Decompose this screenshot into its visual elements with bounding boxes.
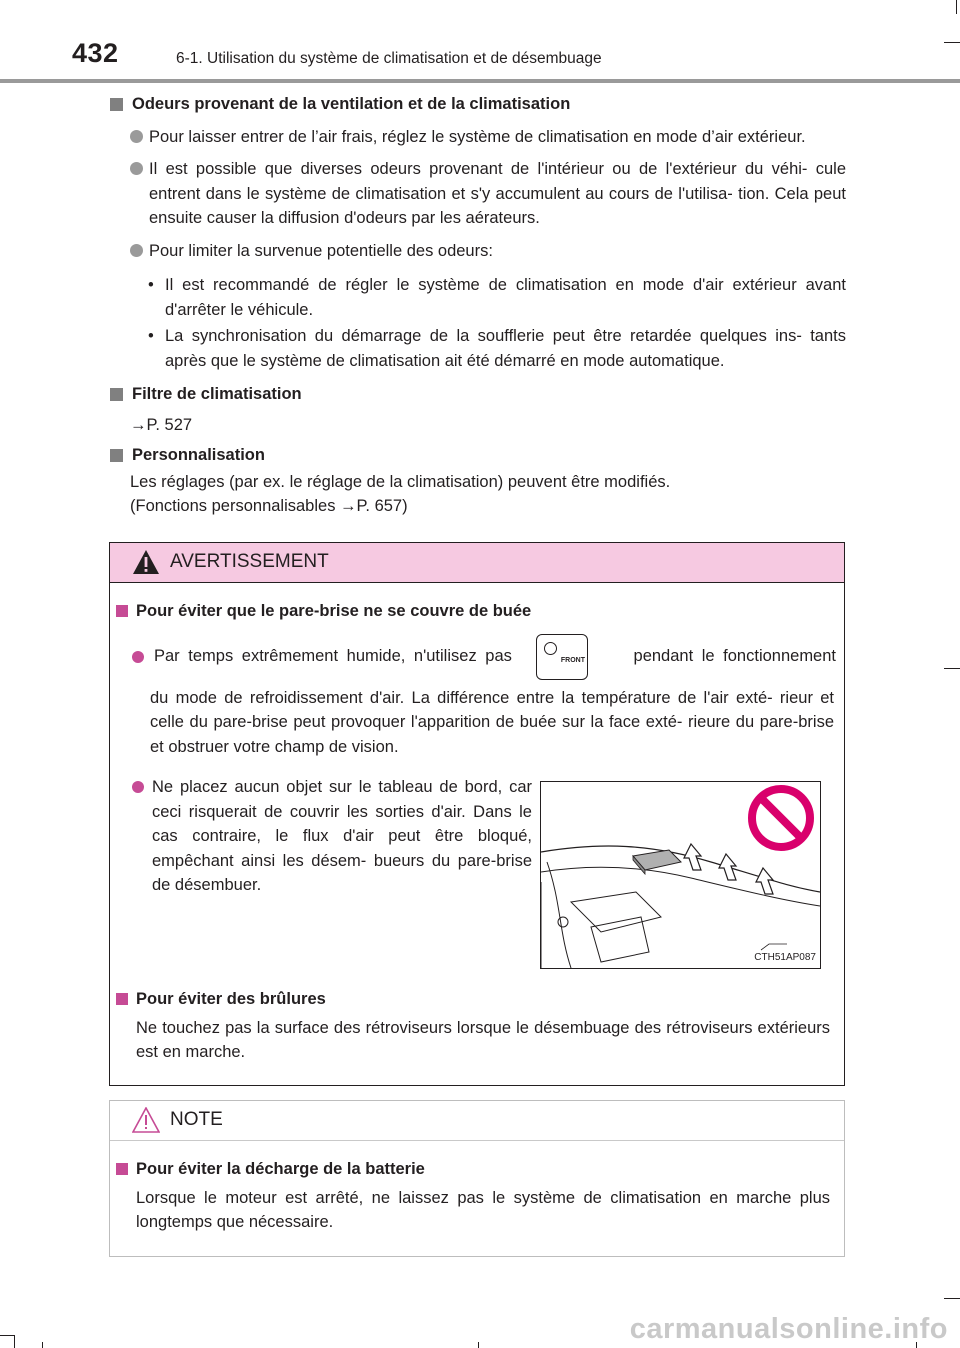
bullet-item: Pour laisser entrer de l’air frais, réglez le système de climatisation en mode d’air extérieur. [108, 125, 846, 150]
square-bullet-icon [116, 605, 128, 617]
watermark: carmanualsonline.info [629, 1313, 948, 1345]
square-bullet-icon [110, 449, 123, 462]
warning-title: AVERTISSEMENT [170, 551, 329, 572]
running-head: 6-1. Utilisation du système de climatisation et de désembuage [176, 50, 602, 67]
bullet-item: Ne placez aucun objet sur le tableau de bord, car ceci risquerait de couvrir les sorties d'air. Dans le cas contraire, le flux d'air peut être bloqué, empêchant ainsi les désem- bueurs du pare-brise de désembuer. [110, 775, 844, 898]
note-box [109, 1100, 845, 1257]
square-bullet-icon [110, 98, 123, 111]
paragraph: Lorsque le moteur est arrêté, ne laissez pas le système de climatisation en marche plus longtemps que nécessaire. [136, 1188, 830, 1231]
round-bullet-icon [130, 130, 143, 143]
paragraph: du mode de refroidissement d'air. La différence entre la température de l'air exté- rieur et celle du pare-brise peut provoquer l'apparition de buée sur la face exté- rieure du pare-brise et obstruer votre champ de vision. [150, 688, 834, 756]
main-content [108, 92, 846, 519]
paragraph: (Fonctions personnalisables →P. 657) [130, 497, 408, 515]
bullet-item: Il est possible que diverses odeurs provenant de l'intérieur ou de l'extérieur du véhi- cule entrent dans le système de climatisation et s'y accumulent au cours de l'utilisa- tion. Cela peut ensuite causer la diffusion d'odeurs par les aérateurs. [108, 157, 846, 231]
illustration-code: CTH51AP087 [754, 952, 816, 963]
round-bullet-icon [132, 651, 144, 663]
warning-header [110, 543, 844, 583]
small-dot-icon: • [148, 327, 154, 345]
sub-bullet-item: • La synchronisation du démarrage de la soufflerie peut être retardée quelques ins- tants après que le système de climatisation ait été démarré en mode automatique. [148, 324, 846, 373]
caution-triangle-outline-icon [132, 1107, 160, 1133]
round-bullet-icon [130, 162, 143, 175]
warning-triangle-icon [132, 549, 160, 575]
dashboard-vent-image [541, 782, 820, 968]
round-bullet-icon [132, 781, 144, 793]
small-dot-icon: • [148, 276, 154, 294]
warning-subheading: Pour éviter des brûlures [110, 987, 844, 1012]
square-bullet-icon [116, 1163, 128, 1175]
paragraph: Les réglages (par ex. le réglage de la climatisation) peuvent être modifiés. [130, 472, 671, 491]
dashboard-illustration [540, 781, 821, 969]
warning-subheading: Pour éviter que le pare-brise ne se couvre de buée [110, 599, 844, 624]
header-rule [0, 79, 960, 83]
note-subheading: Pour éviter la décharge de la batterie [110, 1157, 844, 1182]
section-heading-perso: Personnalisation [108, 443, 846, 468]
page-header [0, 0, 960, 84]
square-bullet-icon [110, 388, 123, 401]
sub-bullet-item: • Il est recommandé de régler le système de climatisation en mode d'air extérieur avant d'arrêter le véhicule. [148, 273, 846, 322]
note-header [110, 1101, 844, 1141]
section-heading-filtre: Filtre de climatisation [108, 382, 846, 407]
note-title: NOTE [170, 1109, 223, 1130]
front-defogger-button-icon: FRONT [536, 634, 588, 680]
square-bullet-icon [116, 993, 128, 1005]
warning-box [109, 542, 845, 1086]
round-bullet-icon [130, 244, 143, 257]
paragraph: Ne touchez pas la surface des rétroviseurs lorsque le désembuage des rétroviseurs extérieurs est en marche. [136, 1018, 830, 1061]
page-reference-link[interactable]: →P. 527 [130, 415, 193, 434]
section-heading-odeurs: Odeurs provenant de la ventilation et de la climatisation [108, 92, 846, 117]
bullet-item: Pour limiter la survenue potentielle des odeurs: [108, 239, 846, 264]
page-number: 432 [72, 38, 119, 68]
bullet-item: Par temps extrêmement humide, n'utilisez pas FRONT pendant le fonctionnement [110, 634, 844, 680]
